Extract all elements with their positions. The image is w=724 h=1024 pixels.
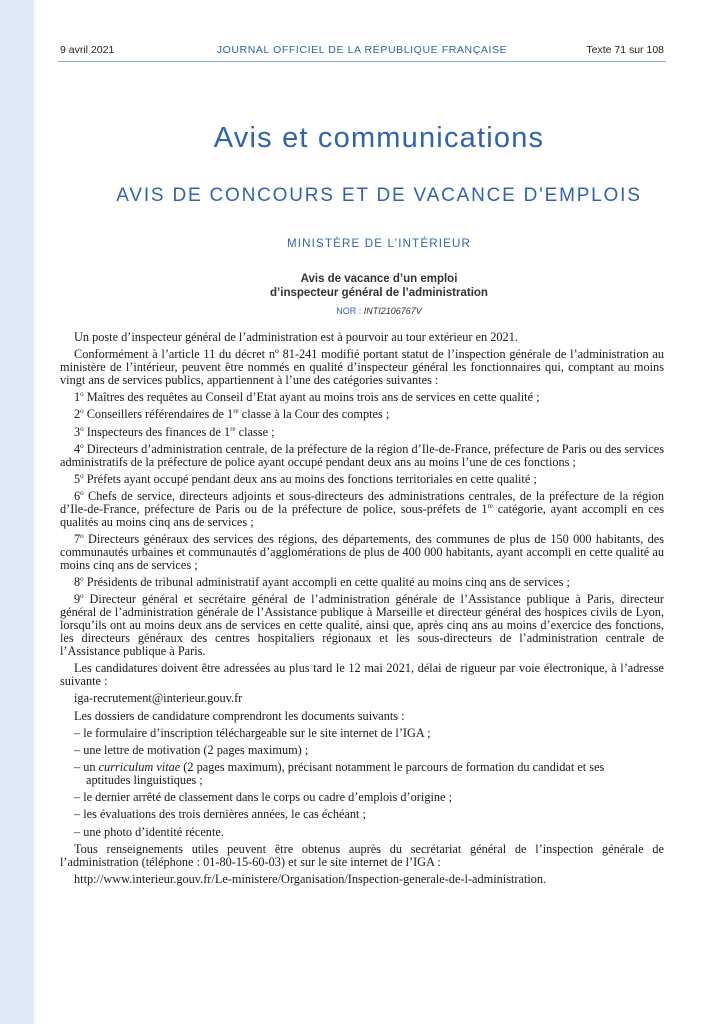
paragraph-conform: Conformément à l’article 11 du décret nº 81-241 modifié portant statut de l’inspection générale de l’administration au ministère de l’intérieur, peuvent être nommés en qualité d’inspecteur général les fonctionnaires qui, comptant au moins vingt ans de services publics, appartiennent à l’une des catégories suivantes : <box>60 347 664 388</box>
category-6: 6$^o$ Chefs de service, directeurs adjoints et sous-directeurs des administrations centrales, de la préfecture de la région d’Ile-de-France, préfecture de Paris ou de la préfecture de police, sous-préfets de 1re catégorie, ayant accompli en ces qualités au moins cinq ans de services ; <box>60 489 664 529</box>
left-margin-band <box>0 0 34 1024</box>
ministry-heading: MINISTÈRE DE L’INTÉRIEUR <box>286 238 472 250</box>
header-text-number: Texte 71 sur 108 <box>586 44 664 56</box>
document-item-3: – un curriculum vitae (2 pages maximum), précisant notamment le parcours de formation du candidat et ses <box>74 760 605 775</box>
category-1: 1$^o$ Maîtres des requêtes au Conseil d’Etat ayant au moins trois ans de services en cette qualité ; <box>74 390 540 405</box>
avis-title-line1: Avis de vacance d’un emploi <box>300 273 458 285</box>
header-divider <box>58 61 666 62</box>
email-address[interactable]: iga-recrutement@interieur.gouv.fr <box>74 691 243 706</box>
paragraph-renseignements: Tous renseignements utiles peuvent être obtenus auprès du secrétariat général de l’inspection générale de l’administration (téléphone : 01-80-15-60-03) et sur le site internet de l’IGA : <box>60 841 664 869</box>
header-date: 9 avril 2021 <box>60 44 115 56</box>
document-item-4: – le dernier arrêté de classement dans le corps ou cadre d’emplois d’origine ; <box>74 790 452 805</box>
nor-code: INTI2106767V <box>363 306 422 316</box>
document-item-1: – le formulaire d’inscription téléchargeable sur le site internet de l’IGA ; <box>74 725 431 740</box>
document-item-2: – une lettre de motivation (2 pages maximum) ; <box>74 742 309 757</box>
paragraph-intro: Un poste d’inspecteur général de l’administration est à pourvoir au tour extérieur en 2021. <box>74 330 518 344</box>
paragraph-candidatures: Les candidatures doivent être adressées au plus tard le 12 mai 2021, délai de rigueur par voie électronique, à l’adresse suivante : <box>60 661 664 689</box>
category-7: 7$^o$ Directeurs généraux des services des régions, des départements, des communes de plus de 150 000 habitants, des communautés urbaines et communautés d’agglomérations de plus de 400 000 habitants, ayant accompli en cette qualité au moins cinq ans de services ; <box>60 532 664 572</box>
document-item-3-continued: aptitudes linguistiques ; <box>86 773 203 788</box>
category-5: 5$^o$ Préfets ayant occupé pendant deux ans au moins des fonctions territoriales en cette qualité ; <box>74 471 537 486</box>
category-9: 9$^o$ Directeur général et secrétaire général de l’administration générale de l’Assistance publique à Paris, directeur général de l’administration générale de l’Assistance publique à Marseille et directeur général des hospices civils de Lyon, lorsqu’ils ont au moins deux ans de services en cette qualité, ainsi que, après cinq ans au moins d’exercice des fonctions, les directeurs généraux des centres hospitaliers régionaux et les sous-directeurs de l’administration centrale de l’Assistance publique à Paris. <box>60 592 664 658</box>
section-title: Avis et communications <box>213 122 545 154</box>
section-subtitle: AVIS DE CONCOURS ET DE VACANCE D'EMPLOIS <box>116 185 642 206</box>
iga-website-link[interactable]: http://www.interieur.gouv.fr/Le-ministere/Organisation/Inspection-generale-de-l-administration. <box>74 871 547 886</box>
paragraph-dossiers: Les dossiers de candidature comprendront les documents suivants : <box>74 708 405 723</box>
category-4: 4$^o$ Directeurs d’administration centrale, de la préfecture de la région d’Ile-de-France, préfecture de Paris ou des services administratifs de la préfecture de police ayant occupé pendant deux ans au moins l’une de ces fonctions ; <box>60 441 664 469</box>
nor-reference <box>34 306 724 316</box>
nor-label: NOR : <box>336 306 362 316</box>
category-8: 8$^o$ Présidents de tribunal administratif ayant accompli en cette qualité au moins cinq ans de services ; <box>74 575 570 590</box>
category-3: 3$^o$ Inspecteurs des finances de 1re classe ; <box>74 424 275 439</box>
document-item-6: – une photo d’identité récente. <box>74 824 224 839</box>
avis-title <box>34 272 724 300</box>
avis-title-line2: d’inspecteur général de l’administration <box>270 287 488 299</box>
document-item-5: – les évaluations des trois dernières années, le cas échéant ; <box>74 807 366 822</box>
header-journal-title: JOURNAL OFFICIEL DE LA RÉPUBLIQUE FRANÇAISE <box>216 44 508 56</box>
category-2: 2$^o$ Conseillers référendaires de 1re classe à la Cour des comptes ; <box>74 407 390 422</box>
body-text <box>60 331 664 890</box>
